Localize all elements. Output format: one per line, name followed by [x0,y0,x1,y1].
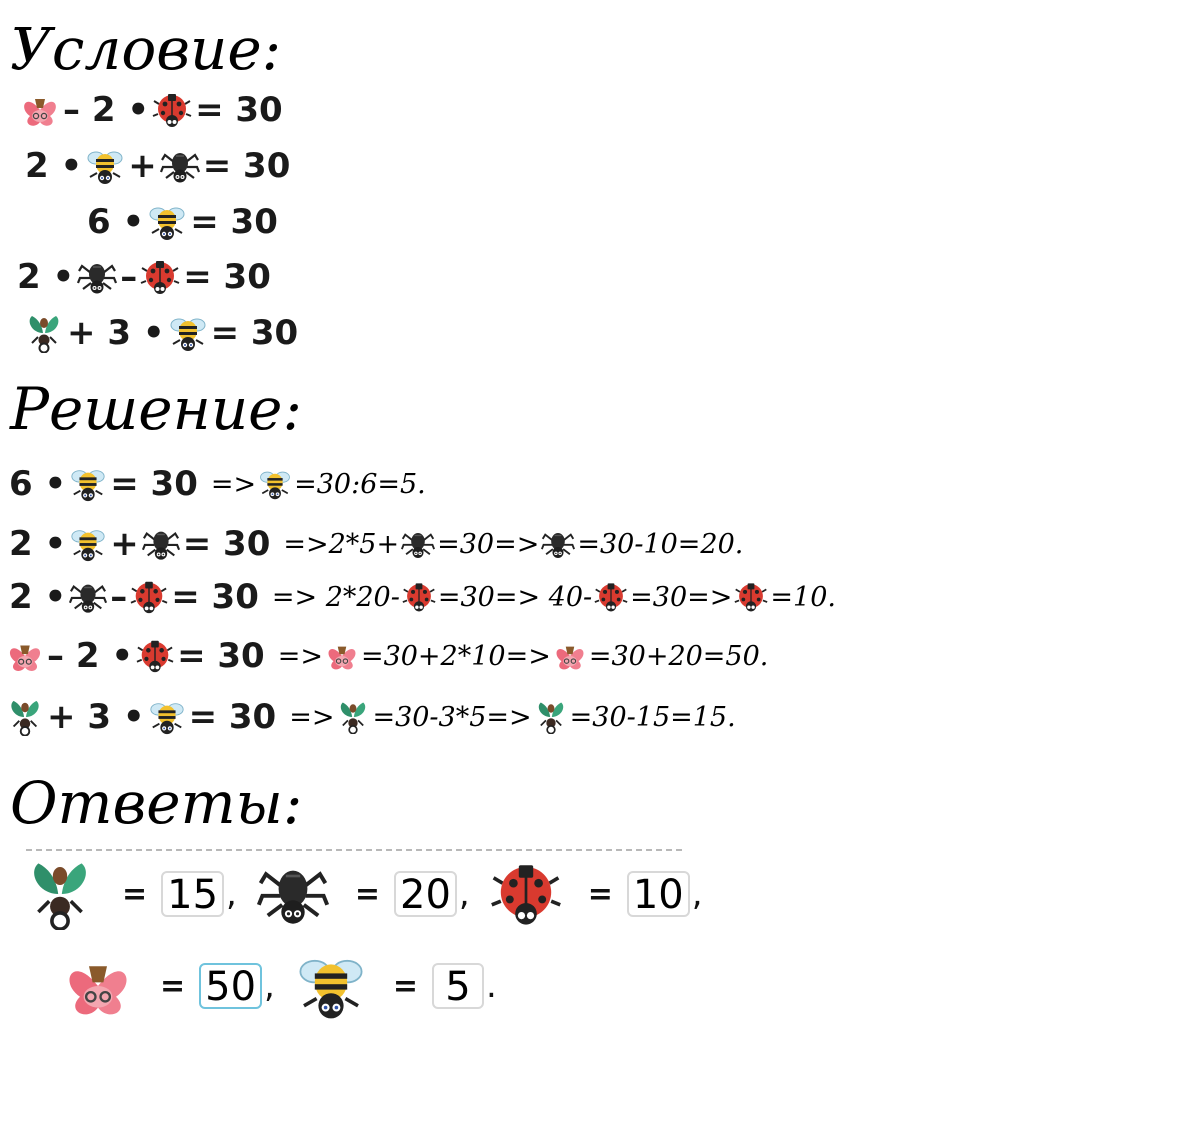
equation-text: + [128,146,157,186]
equation-text: =30+20=50. [588,640,769,672]
ladybug-icon [402,580,436,614]
equation-text: = 30 [202,146,291,186]
condition-equation [14,257,274,297]
equation-text: => [210,468,257,500]
separator: . [486,966,497,1006]
condition-equation [20,90,286,130]
solution-equation [6,697,279,737]
equation-text: = 30 [183,257,271,297]
spider-icon [160,146,200,186]
equation-text: = 30 [171,577,259,617]
equation-text: =30-10=20. [577,528,744,560]
equation-text: => [277,640,323,672]
flower-icon [553,639,587,673]
spider-icon [142,525,180,563]
equals-sign: = [587,876,613,912]
equation-text: = 30 [177,636,265,676]
spider-icon [257,858,329,930]
solution-line [6,464,428,504]
equation-text: 2 • [9,524,67,564]
flower-icon [62,950,134,1022]
beetle-icon [6,698,44,736]
ladybug-icon [140,257,180,297]
answers-heading: Ответы: [10,769,303,837]
solution-equation [6,636,268,676]
bee-icon [85,146,125,186]
flower-icon [20,90,60,130]
solution-equation [6,524,273,564]
solution-steps [209,467,428,501]
equation-text: =30=> [437,528,540,560]
beetle-icon [336,700,370,734]
solution-steps [281,527,745,561]
condition-equation [84,202,281,242]
beetle-icon [24,858,96,930]
equation-text: =30=> 40- [437,581,593,613]
equals-sign: = [392,968,418,1004]
ladybug-icon [734,580,768,614]
equals-sign: = [122,876,148,912]
answer-input-spider[interactable]: 20 [394,871,457,917]
equation-text: = 30 [195,90,283,130]
bee-icon [295,950,367,1022]
equation-text: + [110,524,139,564]
solution-equation [6,577,262,617]
answers-row [24,858,723,930]
equation-text: = 30 [182,524,271,564]
bee-icon [148,698,186,736]
dashed-divider [26,849,682,851]
separator: , [691,874,703,914]
equation-text: 2 • [25,146,83,186]
ladybug-icon [594,580,628,614]
spider-icon [77,257,117,297]
equation-text: 2 • [9,577,67,617]
spider-icon [401,527,435,561]
equation-text: 6 • [9,464,67,504]
flower-icon [6,637,44,675]
answer-input-ladybug[interactable]: 10 [627,871,690,917]
solution-equation [6,464,201,504]
equation-text: =30=> [630,581,733,613]
solution-line [6,697,738,737]
bee-icon [147,202,187,242]
spider-icon [541,527,575,561]
answer-input-bee[interactable]: 5 [432,963,484,1009]
equation-text: =10. [770,581,836,613]
equation-text: => [289,701,335,733]
bee-icon [168,313,208,353]
condition-equation [22,146,293,186]
solution-line [6,577,838,617]
equation-text: = 30 [190,202,278,242]
equation-text: =30:6=5. [294,468,426,500]
equals-sign: = [354,876,380,912]
answer-input-flower[interactable]: 50 [199,963,262,1009]
equation-text: =>2*5+ [283,528,400,560]
beetle-icon [534,700,568,734]
equation-text: 2 • [17,257,75,297]
bee-icon [69,465,107,503]
beetle-icon [24,313,64,353]
equation-text: = 30 [110,464,198,504]
answer-input-beetle[interactable]: 15 [161,871,224,917]
equation-text: + 3 • [67,313,165,353]
equation-text: + 3 • [47,697,145,737]
ladybug-icon [130,578,168,616]
ladybug-icon [136,637,174,675]
equals-sign: = [160,968,186,1004]
equation-text: – [110,577,128,617]
equation-text: = 30 [210,313,299,353]
separator: , [226,874,237,914]
equation-text: – [120,257,138,297]
solution-steps [276,639,771,673]
equation-text: – 2 • [63,90,150,130]
equation-text: = 30 [188,697,277,737]
equation-text: – 2 • [47,636,134,676]
bee-icon [69,525,107,563]
bee-icon [258,467,292,501]
condition-heading: Условие: [10,15,282,83]
separator: , [264,966,275,1006]
solution-line [6,524,745,564]
answers-row [62,950,517,1022]
condition-equation [24,313,301,353]
solution-heading: Решение: [10,375,303,443]
solution-line [6,636,770,676]
solution-steps [270,580,838,614]
spider-icon [69,578,107,616]
equation-text: 6 • [87,202,145,242]
separator: , [458,874,470,914]
ladybug-icon [152,90,192,130]
solution-steps [287,700,738,734]
equation-text: =30-3*5=> [372,701,532,733]
equation-text: =30+2*10=> [360,640,551,672]
flower-icon [325,639,359,673]
equation-text: =30-15=15. [569,701,736,733]
ladybug-icon [490,858,562,930]
equation-text: => 2*20- [271,581,400,613]
